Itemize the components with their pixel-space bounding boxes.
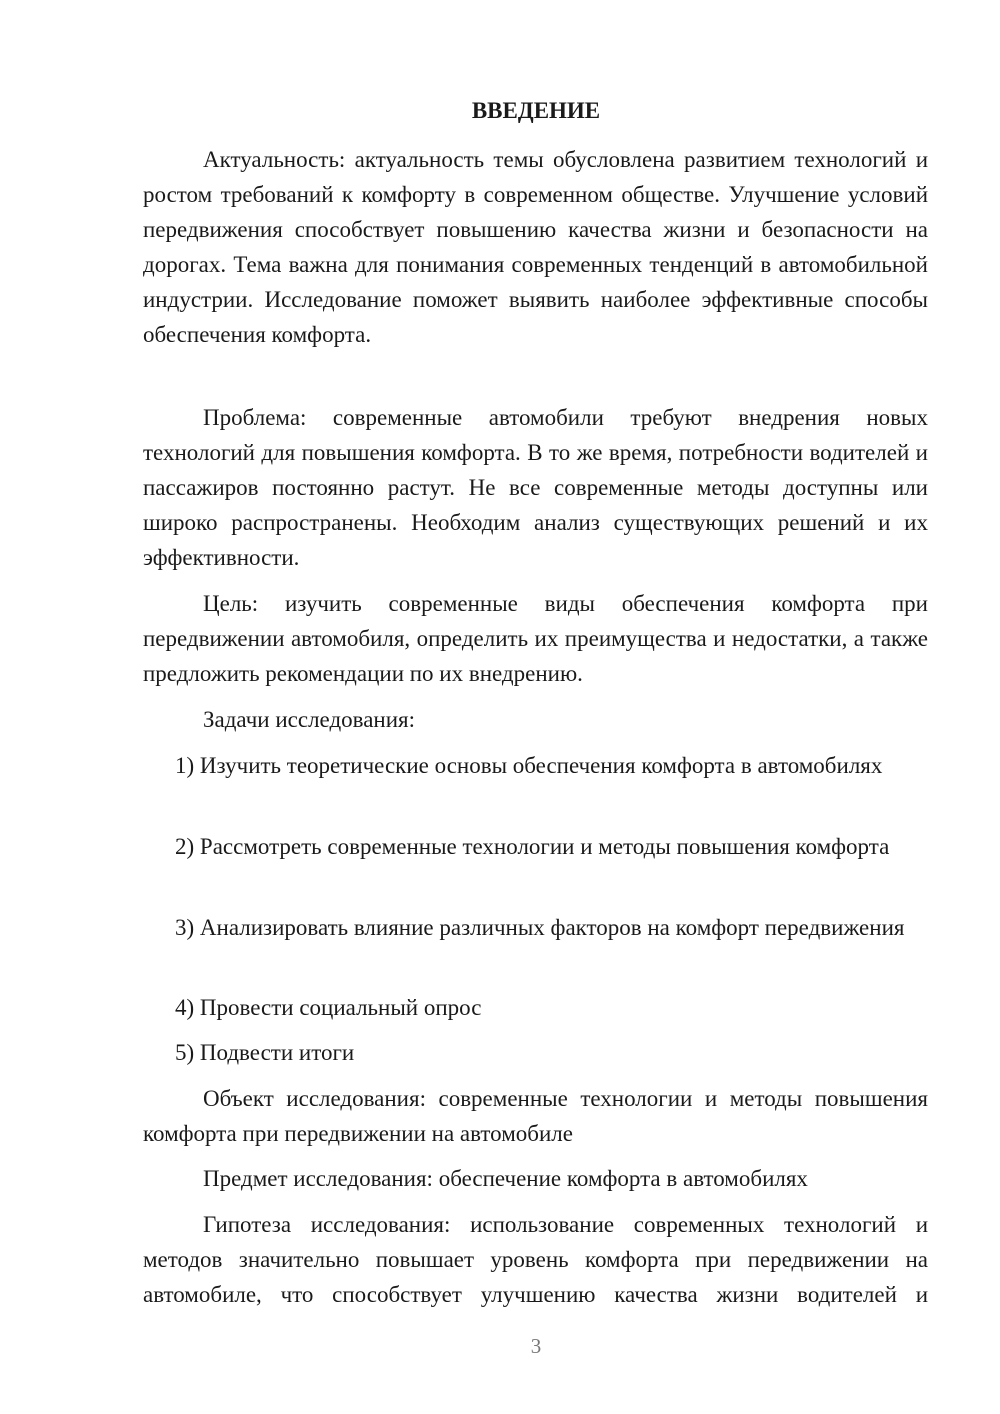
paragraph-object: Объект исследования: современные технологии и методы повышения комфорта при передвижении на автомобиле	[143, 1086, 928, 1146]
task-item-5: 5) Подвести итоги	[175, 1040, 355, 1065]
paragraph-hypothesis: Гипотеза исследования: использование современных технологий и методов значительно повышает уровень комфорта при передвижении на автомобиле, что способствует улучшению качества жизни водителей и	[143, 1212, 928, 1307]
task-item-1: 1) Изучить теоретические основы обеспечения комфорта в автомобилях	[175, 753, 883, 778]
paragraph-subject: Предмет исследования: обеспечение комфорта в автомобилях	[203, 1166, 808, 1191]
paragraph-relevance: Актуальность: актуальность темы обусловлена развитием технологий и ростом требований к комфорту в современном обществе. Улучшение условий передвижения способствует повышению качества жизни и безопасности на дорогах. Тема важна для понимания современных тенденций в автомобильной индустрии. Исследование поможет выявить наиболее эффективные способы обеспечения комфорта.	[143, 147, 928, 347]
paragraph-goal: Цель: изучить современные виды обеспечения комфорта при передвижении автомобиля, определить их преимущества и недостатки, а также предложить рекомендации по их внедрению.	[143, 591, 928, 686]
task-item-3: 3) Анализировать влияние различных факторов на комфорт передвижения	[175, 915, 905, 940]
paragraph-tasks-heading: Задачи исследования:	[203, 707, 416, 732]
task-item-2: 2) Рассмотреть современные технологии и методы повышения комфорта	[175, 834, 890, 859]
page-title: ВВЕДЕНИЕ	[471, 98, 601, 123]
page-number: 3	[530, 1334, 542, 1358]
task-item-4: 4) Провести социальный опрос	[175, 995, 482, 1020]
paragraph-problem: Проблема: современные автомобили требуют внедрения новых технологий для повышения комфорта. В то же время, потребности водителей и пассажиров постоянно растут. Не все современные методы доступны или широко распространены. Необходим анализ существующих решений и их эффективности.	[143, 405, 928, 570]
